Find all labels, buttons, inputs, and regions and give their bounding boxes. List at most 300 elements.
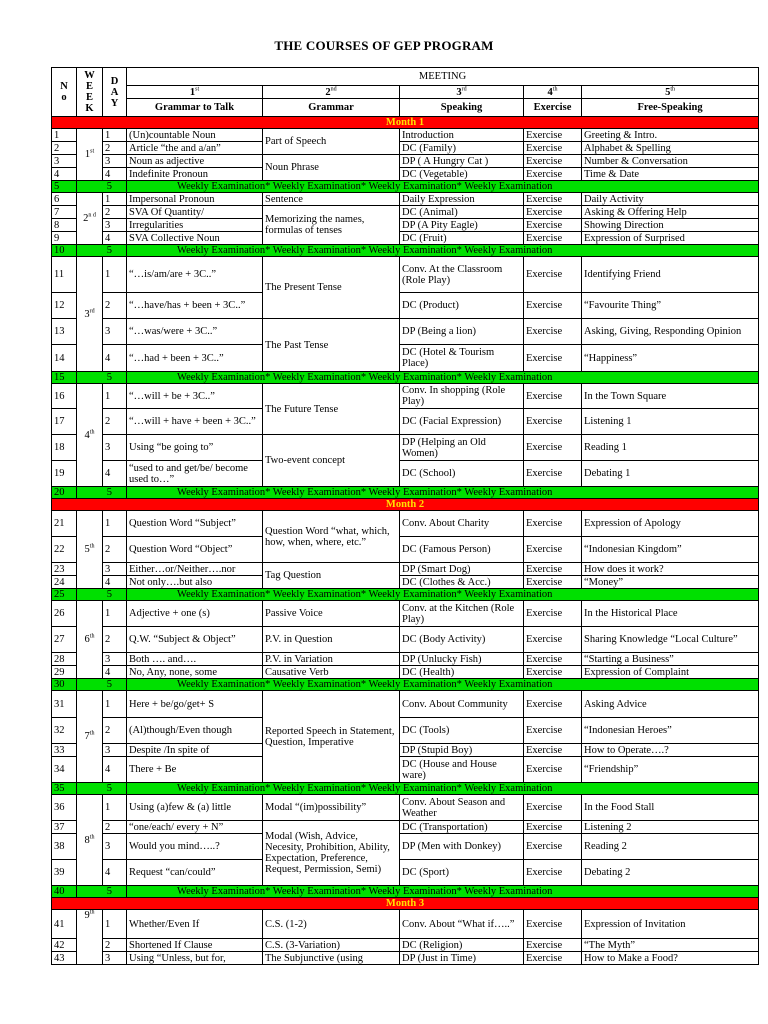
free-speaking: Listening 1 — [582, 409, 759, 435]
exercise: Exercise — [524, 435, 582, 461]
grammar-to-talk: “…will + be + 3C..” — [127, 384, 263, 409]
exercise: Exercise — [524, 537, 582, 563]
speaking: Daily Expression — [400, 193, 524, 206]
exercise: Exercise — [524, 744, 582, 757]
exercise: Exercise — [524, 627, 582, 653]
week-number — [77, 129, 103, 181]
day-number: 1 — [103, 910, 127, 939]
grammar-to-talk: SVA Of Quantity/ — [127, 206, 263, 219]
day-number: 3 — [103, 744, 127, 757]
day-number: 2 — [103, 537, 127, 563]
speaking: DC (Health) — [400, 666, 524, 679]
grammar-to-talk: Would you mind…..? — [127, 834, 263, 860]
exercise: Exercise — [524, 219, 582, 232]
free-speaking: Asking & Offering Help — [582, 206, 759, 219]
grammar-to-talk: “…will + have + been + 3C..” — [127, 409, 263, 435]
weekly-exam-label: Weekly Examination* Weekly Examination* Weekly Examination* Weekly Examination — [127, 245, 759, 257]
day-number: 2 — [103, 718, 127, 744]
grammar: C.S. (3-Variation) — [263, 939, 400, 952]
day-number: 2 — [103, 293, 127, 319]
speaking: DP (Unlucky Fish) — [400, 653, 524, 666]
exercise: Exercise — [524, 319, 582, 345]
speaking: DP (Helping an Old Women) — [400, 435, 524, 461]
schedule-row — [52, 821, 759, 834]
free-speaking: Greeting & Intro. — [582, 129, 759, 142]
row-number: 38 — [52, 834, 77, 860]
schedule-row — [52, 627, 759, 653]
weekly-exam-label: Weekly Examination* Weekly Examination* Weekly Examination* Weekly Examination — [127, 487, 759, 499]
header-label: Grammar to Talk — [127, 99, 263, 117]
grammar-to-talk: “…had + been + 3C..” — [127, 345, 263, 372]
grammar: P.V. in Variation — [263, 653, 400, 666]
exercise: Exercise — [524, 653, 582, 666]
exercise: Exercise — [524, 155, 582, 168]
ordinal-suffix: st — [195, 86, 200, 92]
exercise: Exercise — [524, 384, 582, 409]
grammar: Noun Phrase — [263, 155, 400, 181]
grammar-to-talk: Question Word “Object” — [127, 537, 263, 563]
weekly-exam-row — [52, 679, 759, 691]
schedule-row — [52, 142, 759, 155]
speaking: DC (Famous Person) — [400, 537, 524, 563]
schedule-row — [52, 232, 759, 245]
row-number: 28 — [52, 653, 77, 666]
row-number: 26 — [52, 601, 77, 627]
row-number: 25 — [52, 589, 77, 601]
free-speaking: Sharing Knowledge “Local Culture” — [582, 627, 759, 653]
day-number: 3 — [103, 653, 127, 666]
speaking: DC (School) — [400, 461, 524, 487]
grammar: The Past Tense — [263, 319, 400, 372]
row-number: 7 — [52, 206, 77, 219]
day-number: 2 — [103, 206, 127, 219]
weekly-exam-row — [52, 181, 759, 193]
schedule-row — [52, 319, 759, 345]
row-number: 42 — [52, 939, 77, 952]
ordinal-suffix: th — [670, 86, 675, 92]
speaking: DP (Just in Time) — [400, 952, 524, 965]
exercise: Exercise — [524, 952, 582, 965]
grammar: The Present Tense — [263, 257, 400, 319]
speaking: DP (Stupid Boy) — [400, 744, 524, 757]
month-label: Month 3 — [52, 898, 759, 910]
exercise: Exercise — [524, 601, 582, 627]
day-number: 2 — [103, 821, 127, 834]
schedule-row — [52, 576, 759, 589]
free-speaking: “Indonesian Kingdom” — [582, 537, 759, 563]
schedule-row — [52, 537, 759, 563]
grammar-to-talk: Request “can/could” — [127, 860, 263, 886]
day-number: 1 — [103, 691, 127, 718]
ordinal-suffix: th — [552, 86, 558, 92]
row-number: 11 — [52, 257, 77, 293]
grammar-to-talk: Adjective + one (s) — [127, 601, 263, 627]
header-row — [52, 86, 759, 99]
day-number: 2 — [103, 627, 127, 653]
exercise: Exercise — [524, 939, 582, 952]
row-number: 35 — [52, 783, 77, 795]
free-speaking: In the Historical Place — [582, 601, 759, 627]
row-number: 30 — [52, 679, 77, 691]
row-number: 17 — [52, 409, 77, 435]
free-speaking: “The Myth” — [582, 939, 759, 952]
weekly-exam-label: Weekly Examination* Weekly Examination* Weekly Examination* Weekly Examination — [127, 679, 759, 691]
free-speaking: Debating 1 — [582, 461, 759, 487]
week-number — [77, 257, 103, 372]
schedule-row — [52, 409, 759, 435]
day-number: 3 — [103, 219, 127, 232]
schedule-row — [52, 345, 759, 372]
schedule-row — [52, 193, 759, 206]
week-number — [77, 511, 103, 589]
exercise: Exercise — [524, 193, 582, 206]
exercise: Exercise — [524, 409, 582, 435]
row-number: 10 — [52, 245, 77, 257]
grammar-to-talk: Whether/Even If — [127, 910, 263, 939]
month-label: Month 2 — [52, 499, 759, 511]
exercise: Exercise — [524, 718, 582, 744]
row-number: 15 — [52, 372, 77, 384]
exercise: Exercise — [524, 910, 582, 939]
grammar: The Subjunctive (using — [263, 952, 400, 965]
schedule-row — [52, 257, 759, 293]
row-number: 16 — [52, 384, 77, 409]
row-number: 5 — [52, 181, 77, 193]
day-number: 4 — [103, 576, 127, 589]
day-number: 4 — [103, 757, 127, 783]
row-number: 3 — [52, 155, 77, 168]
day-number: 3 — [103, 563, 127, 576]
day-number: 5 — [77, 589, 127, 601]
speaking: DC (Vegetable) — [400, 168, 524, 181]
ordinal-suffix: nd — [330, 86, 337, 92]
weekly-exam-label: Weekly Examination* Weekly Examination* Weekly Examination* Weekly Examination — [127, 783, 759, 795]
exercise: Exercise — [524, 142, 582, 155]
meeting-number — [400, 86, 524, 99]
day-number: 5 — [77, 783, 127, 795]
day-number: 3 — [103, 952, 127, 965]
row-number: 9 — [52, 232, 77, 245]
row-number: 13 — [52, 319, 77, 345]
schedule-row — [52, 155, 759, 168]
free-speaking: In the Food Stall — [582, 795, 759, 821]
row-number: 1 — [52, 129, 77, 142]
week-number-text: 7 — [84, 731, 90, 742]
exercise: Exercise — [524, 257, 582, 293]
row-number: 4 — [52, 168, 77, 181]
row-number: 33 — [52, 744, 77, 757]
row-number: 31 — [52, 691, 77, 718]
free-speaking: How does it work? — [582, 563, 759, 576]
speaking: Conv. About “What if…..” — [400, 910, 524, 939]
grammar-to-talk: No, Any, none, some — [127, 666, 263, 679]
speaking: DC (Clothes & Acc.) — [400, 576, 524, 589]
schedule-row — [52, 910, 759, 939]
day-number: 4 — [103, 461, 127, 487]
free-speaking: “Favourite Thing” — [582, 293, 759, 319]
row-number: 39 — [52, 860, 77, 886]
row-number: 32 — [52, 718, 77, 744]
row-number: 43 — [52, 952, 77, 965]
exercise: Exercise — [524, 461, 582, 487]
day-number: 3 — [103, 435, 127, 461]
week-number — [77, 601, 103, 679]
schedule-row — [52, 129, 759, 142]
exercise: Exercise — [524, 834, 582, 860]
free-speaking: Identifying Friend — [582, 257, 759, 293]
meeting-number-text: 3 — [456, 86, 462, 98]
grammar: The Future Tense — [263, 384, 400, 435]
day-number: 1 — [103, 601, 127, 627]
ordinal-suffix: th — [89, 543, 95, 550]
free-speaking: Expression of Complaint — [582, 666, 759, 679]
grammar-to-talk: “…is/am/are + 3C..” — [127, 257, 263, 293]
weekly-exam-row — [52, 783, 759, 795]
row-number: 34 — [52, 757, 77, 783]
grammar-to-talk: Using “Unless, but for, — [127, 952, 263, 965]
document-title: THE COURSES OF GEP PROGRAM — [274, 38, 494, 53]
month-row — [52, 499, 759, 511]
schedule-row — [52, 384, 759, 409]
free-speaking: Showing Direction — [582, 219, 759, 232]
weekly-exam-label: Weekly Examination* Weekly Examination* Weekly Examination* Weekly Examination — [127, 372, 759, 384]
exercise: Exercise — [524, 795, 582, 821]
week-number — [77, 910, 103, 965]
ordinal-suffix: st — [90, 148, 95, 155]
speaking: DP (Men with Donkey) — [400, 834, 524, 860]
row-number: 40 — [52, 886, 77, 898]
speaking: Introduction — [400, 129, 524, 142]
speaking: DP (A Pity Eagle) — [400, 219, 524, 232]
free-speaking: Number & Conversation — [582, 155, 759, 168]
free-speaking: Time & Date — [582, 168, 759, 181]
grammar: Question Word “what, which, how, when, where, etc.” — [263, 511, 400, 563]
free-speaking: Asking, Giving, Responding Opinion — [582, 319, 759, 345]
day-number: 1 — [103, 193, 127, 206]
schedule-row — [52, 435, 759, 461]
day-number: 3 — [103, 319, 127, 345]
speaking: DC (Product) — [400, 293, 524, 319]
ordinal-suffix: rd — [461, 86, 467, 92]
speaking: DC (Fruit) — [400, 232, 524, 245]
speaking: DC (Facial Expression) — [400, 409, 524, 435]
row-number: 8 — [52, 219, 77, 232]
exercise: Exercise — [524, 232, 582, 245]
schedule-row — [52, 718, 759, 744]
row-number: 22 — [52, 537, 77, 563]
day-number: 2 — [103, 142, 127, 155]
speaking: DC (Religion) — [400, 939, 524, 952]
row-number: 18 — [52, 435, 77, 461]
free-speaking: How to Operate….? — [582, 744, 759, 757]
day-number: 4 — [103, 860, 127, 886]
month-row — [52, 898, 759, 910]
weekly-exam-row — [52, 487, 759, 499]
speaking: DC (Animal) — [400, 206, 524, 219]
free-speaking: Debating 2 — [582, 860, 759, 886]
ordinal-suffix: th — [89, 429, 95, 435]
grammar: P.V. in Question — [263, 627, 400, 653]
weekly-exam-row — [52, 886, 759, 898]
week-number-text: 6 — [84, 634, 90, 645]
speaking: Conv. About Charity — [400, 511, 524, 537]
course-schedule-table — [51, 67, 759, 965]
free-speaking: Daily Activity — [582, 193, 759, 206]
header-row — [52, 99, 759, 117]
grammar: Passive Voice — [263, 601, 400, 627]
schedule-row — [52, 293, 759, 319]
row-number: 19 — [52, 461, 77, 487]
grammar-to-talk: Q.W. “Subject & Object” — [127, 627, 263, 653]
meeting-number — [524, 86, 582, 99]
row-number: 23 — [52, 563, 77, 576]
grammar: Tag Question — [263, 563, 400, 589]
exercise: Exercise — [524, 666, 582, 679]
schedule-row — [52, 206, 759, 219]
grammar-to-talk: “…was/were + 3C..” — [127, 319, 263, 345]
meeting-number-text: 1 — [189, 86, 196, 98]
schedule-row — [52, 219, 759, 232]
exercise: Exercise — [524, 168, 582, 181]
free-speaking: In the Town Square — [582, 384, 759, 409]
free-speaking: Listening 2 — [582, 821, 759, 834]
row-number: 36 — [52, 795, 77, 821]
schedule-row — [52, 744, 759, 757]
grammar-to-talk: “used to and get/be/ become used to…” — [127, 461, 263, 487]
day-number: 2 — [103, 409, 127, 435]
day-number: 1 — [103, 129, 127, 142]
grammar-to-talk: Question Word “Subject” — [127, 511, 263, 537]
meeting-number — [263, 86, 400, 99]
speaking: DC (Family) — [400, 142, 524, 155]
header-label: Grammar — [263, 99, 400, 117]
week-number — [77, 384, 103, 487]
free-speaking: Expression of Invitation — [582, 910, 759, 939]
exercise: Exercise — [524, 821, 582, 834]
free-speaking: Expression of Surprised — [582, 232, 759, 245]
speaking: Conv. In shopping (Role Play) — [400, 384, 524, 409]
grammar: C.S. (1-2) — [263, 910, 400, 939]
day-number: 3 — [103, 155, 127, 168]
free-speaking: “Starting a Business” — [582, 653, 759, 666]
grammar: Reported Speech in Statement, Question, Imperative — [263, 691, 400, 783]
speaking: DP ( A Hungry Cat ) — [400, 155, 524, 168]
ordinal-suffix: n d — [88, 212, 96, 219]
schedule-row — [52, 691, 759, 718]
week-number-text: 5 — [84, 544, 90, 555]
speaking: DC (Hotel & Tourism Place) — [400, 345, 524, 372]
exercise: Exercise — [524, 757, 582, 783]
schedule-row — [52, 795, 759, 821]
header-week: W E E K — [77, 68, 103, 117]
grammar: Modal “(im)possibility” — [263, 795, 400, 821]
grammar: Causative Verb — [263, 666, 400, 679]
day-number: 4 — [103, 168, 127, 181]
header-label: Speaking — [400, 99, 524, 117]
ordinal-suffix: th — [89, 730, 95, 737]
schedule-row — [52, 511, 759, 537]
grammar-to-talk: Noun as adjective — [127, 155, 263, 168]
day-number: 5 — [77, 886, 127, 898]
speaking: DC (Body Activity) — [400, 627, 524, 653]
grammar-to-talk: “…have/has + been + 3C..” — [127, 293, 263, 319]
exercise: Exercise — [524, 511, 582, 537]
schedule-row — [52, 168, 759, 181]
meeting-number — [127, 86, 263, 99]
grammar: Sentence — [263, 193, 400, 206]
free-speaking: Expression of Apology — [582, 511, 759, 537]
week-number-text: 9 — [84, 910, 90, 921]
weekly-exam-row — [52, 589, 759, 601]
schedule-row — [52, 939, 759, 952]
grammar-to-talk: Indefinite Pronoun — [127, 168, 263, 181]
exercise: Exercise — [524, 563, 582, 576]
free-speaking: “Happiness” — [582, 345, 759, 372]
header-row — [52, 68, 759, 86]
meeting-number-text: 4 — [547, 86, 553, 98]
grammar-to-talk: “one/each/ every + N” — [127, 821, 263, 834]
speaking: DC (Transportation) — [400, 821, 524, 834]
speaking: DP (Being a lion) — [400, 319, 524, 345]
free-speaking: Asking Advice — [582, 691, 759, 718]
ordinal-suffix: th — [89, 834, 95, 840]
free-speaking: Alphabet & Spelling — [582, 142, 759, 155]
week-number-text: 8 — [84, 834, 90, 846]
free-speaking: “Friendship” — [582, 757, 759, 783]
day-number: 1 — [103, 257, 127, 293]
row-number: 6 — [52, 193, 77, 206]
grammar-to-talk: Despite /In spite of — [127, 744, 263, 757]
free-speaking: “Indonesian Heroes” — [582, 718, 759, 744]
exercise: Exercise — [524, 576, 582, 589]
speaking: DC (Sport) — [400, 860, 524, 886]
day-number: 5 — [77, 679, 127, 691]
schedule-row — [52, 952, 759, 965]
header-label: Free-Speaking — [582, 99, 759, 117]
week-number-text: 2 — [83, 213, 89, 224]
grammar-to-talk: Both …. and…. — [127, 653, 263, 666]
row-number: 12 — [52, 293, 77, 319]
day-number: 5 — [77, 372, 127, 384]
row-number: 20 — [52, 487, 77, 499]
speaking: Conv. About Season and Weather — [400, 795, 524, 821]
schedule-row — [52, 461, 759, 487]
free-speaking: Reading 2 — [582, 834, 759, 860]
row-number: 2 — [52, 142, 77, 155]
grammar: Two-event concept — [263, 435, 400, 487]
weekly-exam-label: Weekly Examination* Weekly Examination* Weekly Examination* Weekly Examination — [127, 181, 759, 193]
schedule-row — [52, 860, 759, 886]
week-number — [77, 691, 103, 783]
week-number — [77, 193, 103, 245]
speaking: Conv. at the Kitchen (Role Play) — [400, 601, 524, 627]
meeting-number-text: 2 — [325, 86, 331, 98]
grammar-to-talk: There + Be — [127, 757, 263, 783]
day-number: 5 — [77, 181, 127, 193]
exercise: Exercise — [524, 293, 582, 319]
grammar-to-talk: Here + be/go/get+ S — [127, 691, 263, 718]
weekly-exam-row — [52, 245, 759, 257]
free-speaking: How to Make a Food? — [582, 952, 759, 965]
exercise: Exercise — [524, 129, 582, 142]
row-number: 21 — [52, 511, 77, 537]
grammar-to-talk: Using (a)few & (a) little — [127, 795, 263, 821]
week-number-text: 1 — [84, 149, 91, 160]
row-number: 37 — [52, 821, 77, 834]
grammar-to-talk: Article “the and a/an” — [127, 142, 263, 155]
speaking: DP (Smart Dog) — [400, 563, 524, 576]
header-day: D A Y — [103, 68, 127, 117]
